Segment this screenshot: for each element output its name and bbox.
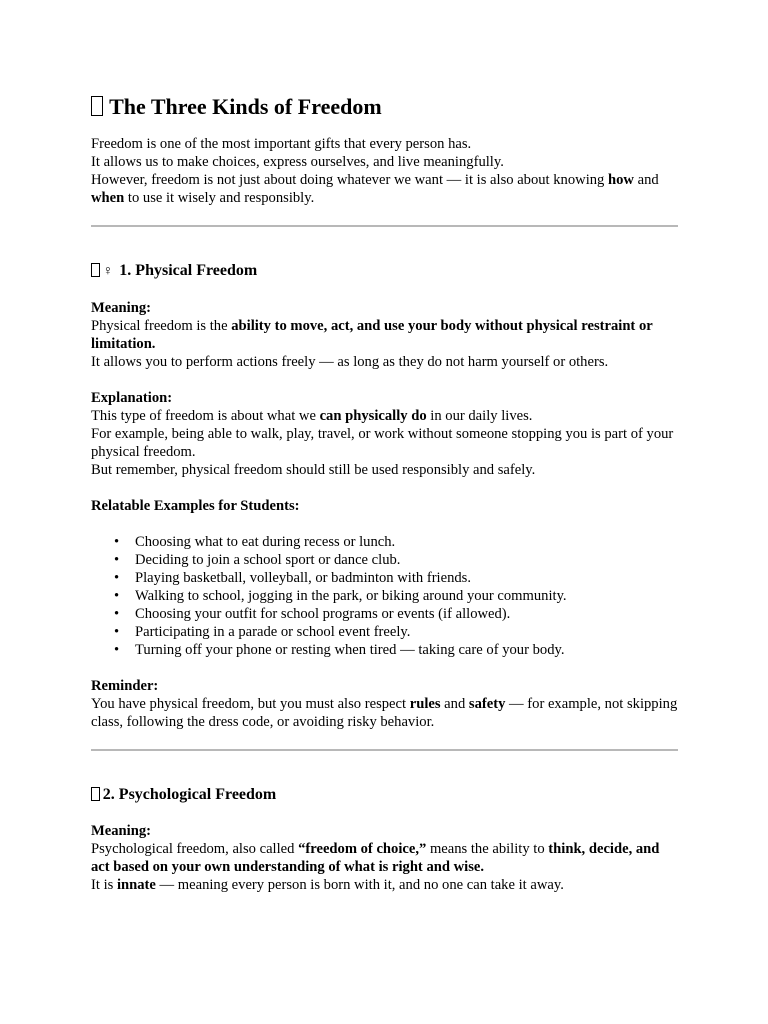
list-item: • Deciding to join a school sport or dance club. bbox=[135, 551, 678, 569]
physical-explanation-text-3: But remember, physical freedom should still be used responsibly and safely. bbox=[91, 462, 536, 478]
reminder-block bbox=[91, 677, 678, 731]
intro-line-1: Freedom is one of the most important gifts that every person has. bbox=[91, 136, 472, 152]
person-venus-icon: ♀ bbox=[102, 264, 114, 279]
examples-list bbox=[91, 533, 678, 659]
document-title bbox=[91, 0, 678, 120]
section-heading-psychological: 2. Psychological Freedom bbox=[91, 785, 678, 805]
psychological-meaning-block bbox=[91, 822, 678, 894]
list-item: • Walking to school, jogging in the park, or biking around your community. bbox=[135, 587, 678, 605]
psychological-meaning-text-2: It is innate — meaning every person is born with it, and no one can take it away. bbox=[91, 877, 564, 893]
psychological-meaning-text: Psychological freedom, also called “freedom of choice,” means the ability to think, decide, and act based on your own understanding of what is right and wise. bbox=[91, 841, 660, 875]
reminder-text: You have physical freedom, but you must also respect rules and safety — for example, not skipping class, following the dress code, or avoiding risky behavior. bbox=[91, 696, 678, 730]
meaning-label: Meaning: bbox=[91, 300, 151, 316]
physical-explanation-block bbox=[91, 389, 678, 479]
meaning-label: Meaning: bbox=[91, 823, 151, 839]
intro-paragraph bbox=[91, 135, 678, 207]
list-item: • Choosing your outfit for school programs or events (if allowed). bbox=[135, 605, 678, 623]
list-item: • Playing basketball, volleyball, or badminton with friends. bbox=[135, 569, 678, 587]
physical-meaning-block bbox=[91, 299, 678, 371]
list-item: • Turning off your phone or resting when tired — taking care of your body. bbox=[135, 641, 678, 659]
missing-glyph-box-icon bbox=[91, 787, 100, 801]
physical-explanation-text: This type of freedom is about what we can physically do in our daily lives. bbox=[91, 408, 533, 424]
reminder-label: Reminder: bbox=[91, 678, 159, 694]
explanation-label: Explanation: bbox=[91, 390, 173, 406]
intro-line-2: It allows us to make choices, express ourselves, and live meaningfully. bbox=[91, 154, 504, 170]
section-heading-physical: ♀ 1. Physical Freedom bbox=[91, 261, 678, 282]
physical-meaning-text: Physical freedom is the ability to move, act, and use your body without physical restraint or limitation. bbox=[91, 318, 653, 352]
list-item: • Choosing what to eat during recess or lunch. bbox=[135, 533, 678, 551]
list-item: • Participating in a parade or school event freely. bbox=[135, 623, 678, 641]
examples-label: Relatable Examples for Students: bbox=[91, 498, 300, 514]
title-text: The Three Kinds of Freedom bbox=[109, 94, 382, 119]
intro-line-3: However, freedom is not just about doing whatever we want — it is also about knowing how and when to use it wisely and responsibly. bbox=[91, 172, 659, 206]
missing-glyph-box-icon bbox=[91, 96, 103, 116]
physical-meaning-text-2: It allows you to perform actions freely — as long as they do not harm yourself or others. bbox=[91, 354, 609, 370]
physical-explanation-text-2: For example, being able to walk, play, travel, or work without someone stopping you is part of your physical freedom. bbox=[91, 426, 674, 460]
missing-glyph-box-icon bbox=[91, 263, 100, 277]
